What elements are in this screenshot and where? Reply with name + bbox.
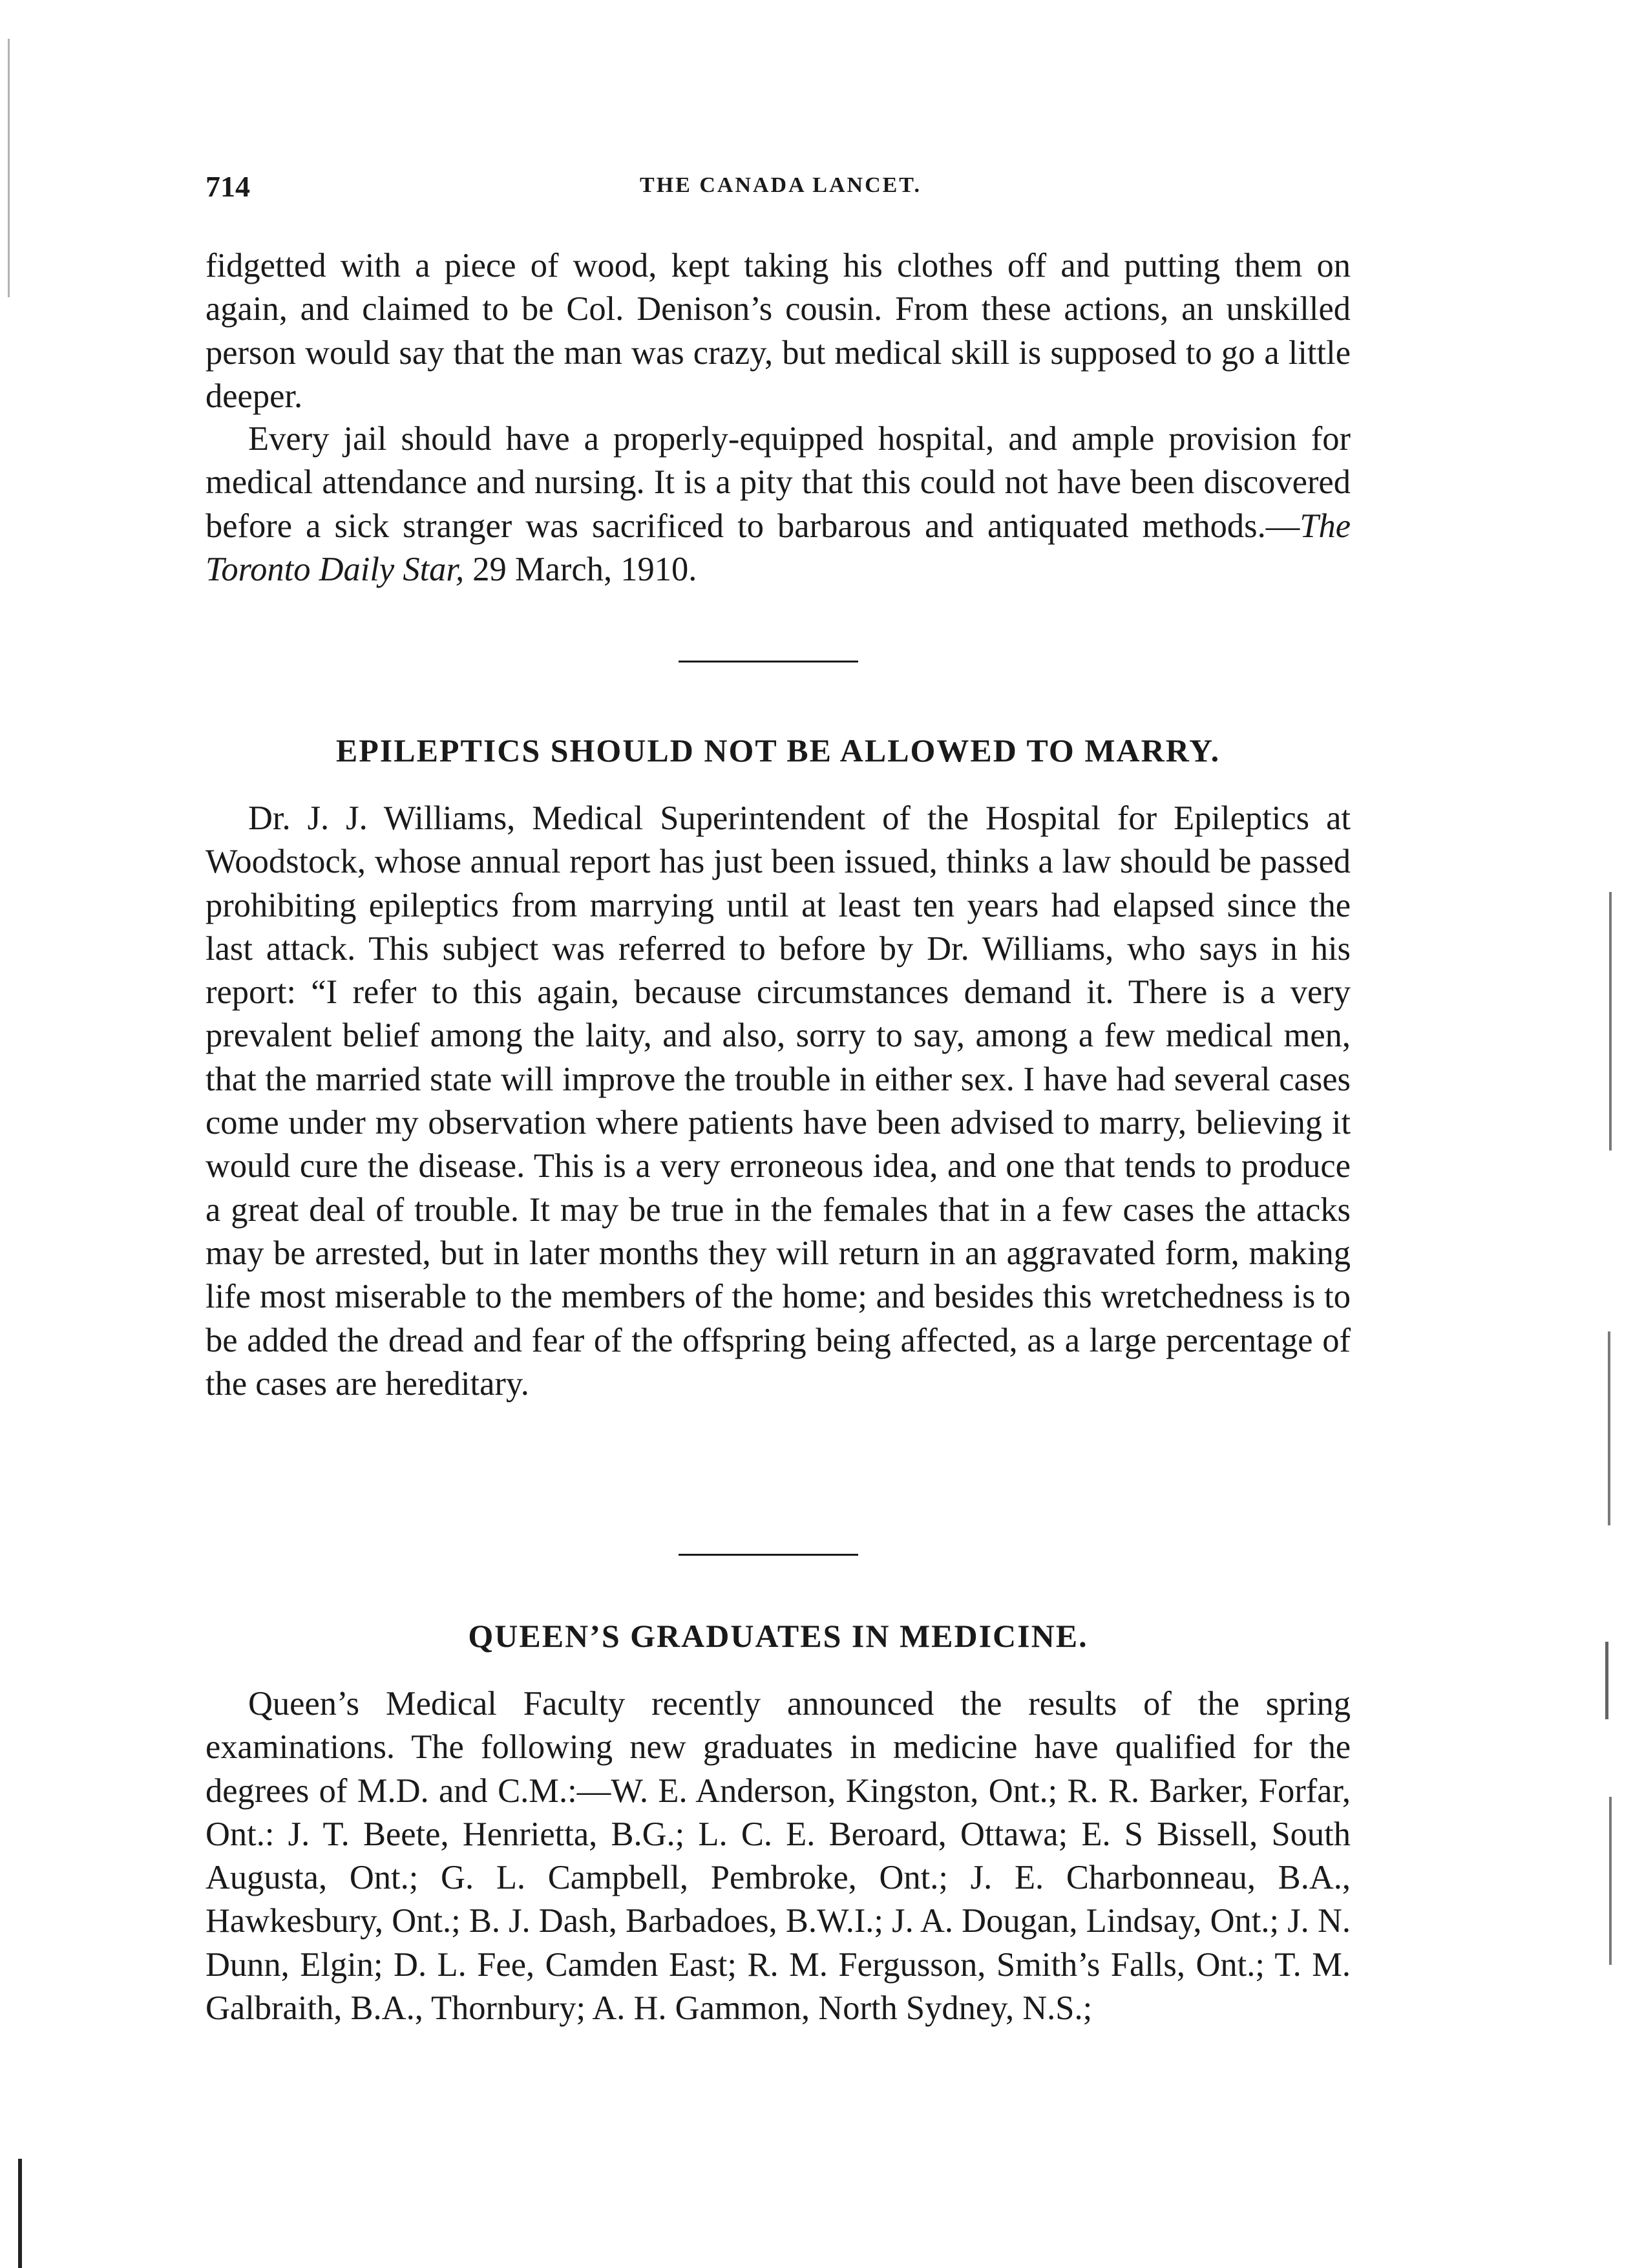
- scan-edge-mark: [1605, 1642, 1608, 1719]
- page-number: 714: [206, 170, 250, 203]
- scan-edge-mark: [1609, 892, 1612, 1150]
- continuation-paragraph-2-text: Every jail should have a properly-equipped hospital, and ample provision for medical attendance and nursing. It is a pity that this could not have been discovered before a sick stranger was sacrificed to barbarous and antiquated methods.—: [206, 420, 1351, 545]
- continuation-paragraph-1: fidgetted with a piece of wood, kept taking his clothes off and putting them on again, and claimed to be Col. Denison’s cousin. From these actions, an unskilled person would say that the man was crazy, but medical skill is supposed to go a little deeper.: [206, 247, 1351, 415]
- article-body-epileptics: Dr. J. J. Williams, Medical Superintendent of the Hospital for Epileptics at Woodstock, whose annual report has just been issued, thinks a law should be passed prohibiting epileptics from marrying until at least ten years had elapsed since the last attack. This subject was referred to before by Dr. Williams, who says in his report: “I refer to this again, because circumstances demand it. There is a very prevalent belief among the laity, and also, sorry to say, among a few medical men, that the married state will improve the trouble in either sex. I have had several cases come under my observation where patients have been advised to marry, believing it would cure the disease. This is a very erroneous idea, and one that tends to produce a great deal of trouble. It may be true in the females that in a few cases the attacks may be arrested, but in later months they will return in an aggravated form, making life most miserable to the members of the home; and besides this wretchedness is to be added the dread and fear of the offspring being affected, as a large percentage of the cases are hereditary.: [206, 800, 1351, 1403]
- article-heading-epileptics: EPILEPTICS SHOULD NOT BE ALLOWED TO MARRY.: [335, 732, 1221, 768]
- scan-edge-mark: [1608, 1331, 1610, 1525]
- scan-edge-mark: [18, 2159, 22, 2268]
- scan-edge-mark: [8, 39, 10, 297]
- scan-edge-mark: [1609, 1797, 1612, 1965]
- continuation-paragraph-2: [206, 418, 1351, 591]
- article-body-queens-graduates: Queen’s Medical Faculty recently announced the results of the spring examinations. The following new graduates in medicine have qualified for the degrees of M.D. and C.M.:—W. E. Anderson, Kingston, Ont.; R. R. Barker, Forfar, Ont.: J. T. Beete, Henrietta, B.G.; L. C. E. Beroard, Ottawa; E. S Bissell, South Augusta, Ont.; G. L. Campbell, Pembroke, Ont.; J. E. Charbonneau, B.A., Hawkesbury, Ont.; B. J. Dash, Barbadoes, B.W.I.; J. A. Dougan, Lindsay, Ont.; J. N. Dunn, Elgin; D. L. Fee, Camden East; R. M. Fergusson, Smith’s Falls, Ont.; T. M. Galbraith, B.A., Thornbury; A. H. Gammon, North Sydney, N.S.;: [206, 1685, 1351, 2028]
- page-header: [206, 169, 1356, 208]
- running-title: THE CANADA LANCET.: [640, 173, 922, 197]
- section-divider: [679, 661, 858, 662]
- source-citation: The Toronto Daily Star,: [206, 507, 1351, 588]
- section-divider: [679, 1554, 858, 1556]
- citation-date: 29 March, 1910.: [464, 550, 697, 588]
- article-heading-queens-graduates: QUEEN’S GRADUATES IN MEDICINE.: [468, 1618, 1088, 1654]
